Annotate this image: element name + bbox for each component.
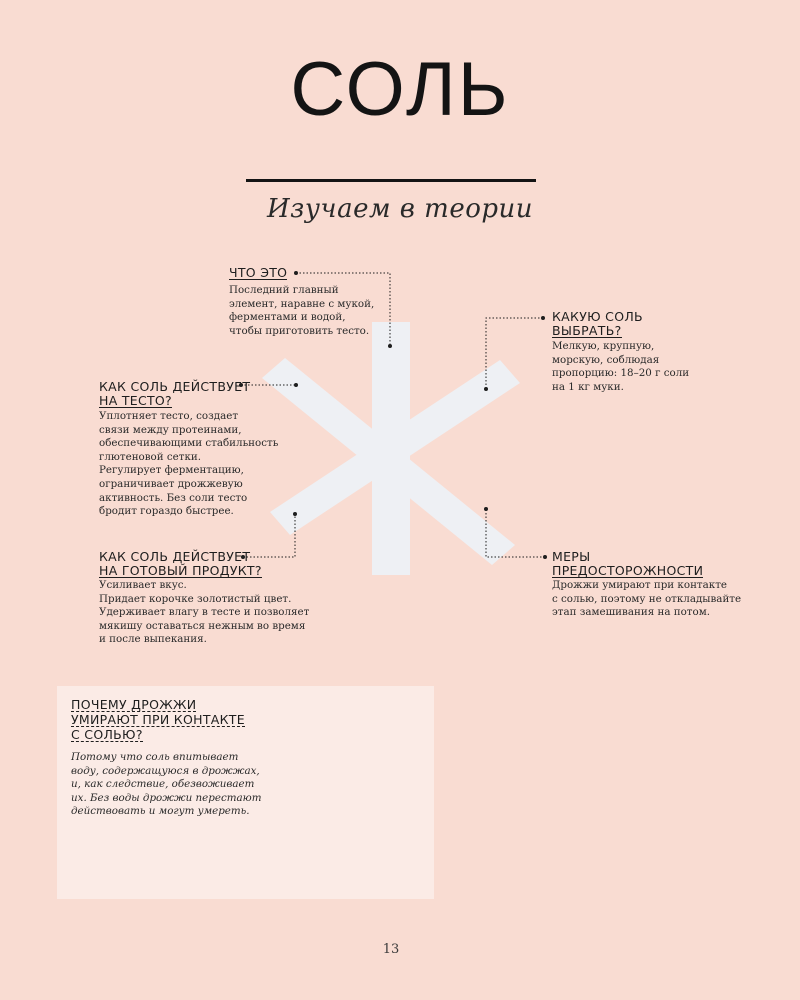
section-product-heading — [99, 550, 262, 578]
info-box-text: Потому что соль впитывает воду, содержащуюся в дрожжах, и, как следствие, обезвоживает их. Без воды дрожжи перестают действовать и могут умереть. — [71, 751, 262, 818]
section-choose-heading-line-2: ВЫБРАТЬ? — [552, 323, 622, 338]
section-dough-heading-line-1: КАК СОЛЬ ДЕЙСТВУЕТ — [99, 379, 251, 394]
section-what-heading — [229, 266, 287, 280]
section-dough-text: Уплотняет тесто, создает связи между протеинами, обеспечивающими стабильность глютеновой сетки. Регулирует ферментацию, ограничивает дрожжевую активность. Без соли тесто бродит гораздо быстрее. — [99, 410, 279, 518]
info-box-heading-line-3: С СОЛЬЮ? — [71, 727, 143, 742]
section-caution-heading — [552, 550, 703, 578]
section-what-heading-line: ЧТО ЭТО — [229, 265, 288, 280]
section-dough-heading — [99, 380, 250, 408]
section-caution-heading-line-2: ПРЕДОСТОРОЖНОСТИ — [552, 563, 704, 578]
section-caution-heading-line-1: МЕРЫ — [552, 549, 591, 564]
info-box-heading-line-1: ПОЧЕМУ ДРОЖЖИ — [71, 697, 197, 712]
page-number: 13 — [382, 942, 400, 957]
section-product-heading-line-1: КАК СОЛЬ ДЕЙСТВУЕТ — [99, 549, 251, 564]
info-box-heading-line-2: УМИРАЮТ ПРИ КОНТАКТЕ — [71, 712, 245, 727]
section-what-text: Последний главный элемент, наравне с мукой, ферментами и водой, чтобы приготовить тесто. — [229, 284, 375, 337]
section-choose-heading — [552, 310, 643, 338]
info-box-heading — [71, 697, 245, 742]
section-dough-heading-line-2: НА ТЕСТО? — [99, 393, 172, 408]
section-product-text: Усиливает вкус. Придает корочке золотистый цвет. Удерживает влагу в тесте и позволяет мякишу оставаться нежным во время и после выпекания. — [99, 579, 310, 646]
section-product-heading-line-2: НА ГОТОВЫЙ ПРОДУКТ? — [99, 563, 262, 578]
section-caution-text: Дрожжи умирают при контакте с солью, поэтому не откладывайте этап замешивания на потом. — [552, 579, 742, 619]
section-choose-text: Мелкую, крупную, морскую, соблюдая пропорцию: 18–20 г соли на 1 кг муки. — [552, 340, 690, 393]
section-choose-heading-line-1: КАКУЮ СОЛЬ — [552, 309, 643, 324]
page-title: СОЛЬ — [290, 47, 510, 132]
page-subtitle: Изучаем в теории — [266, 194, 534, 224]
